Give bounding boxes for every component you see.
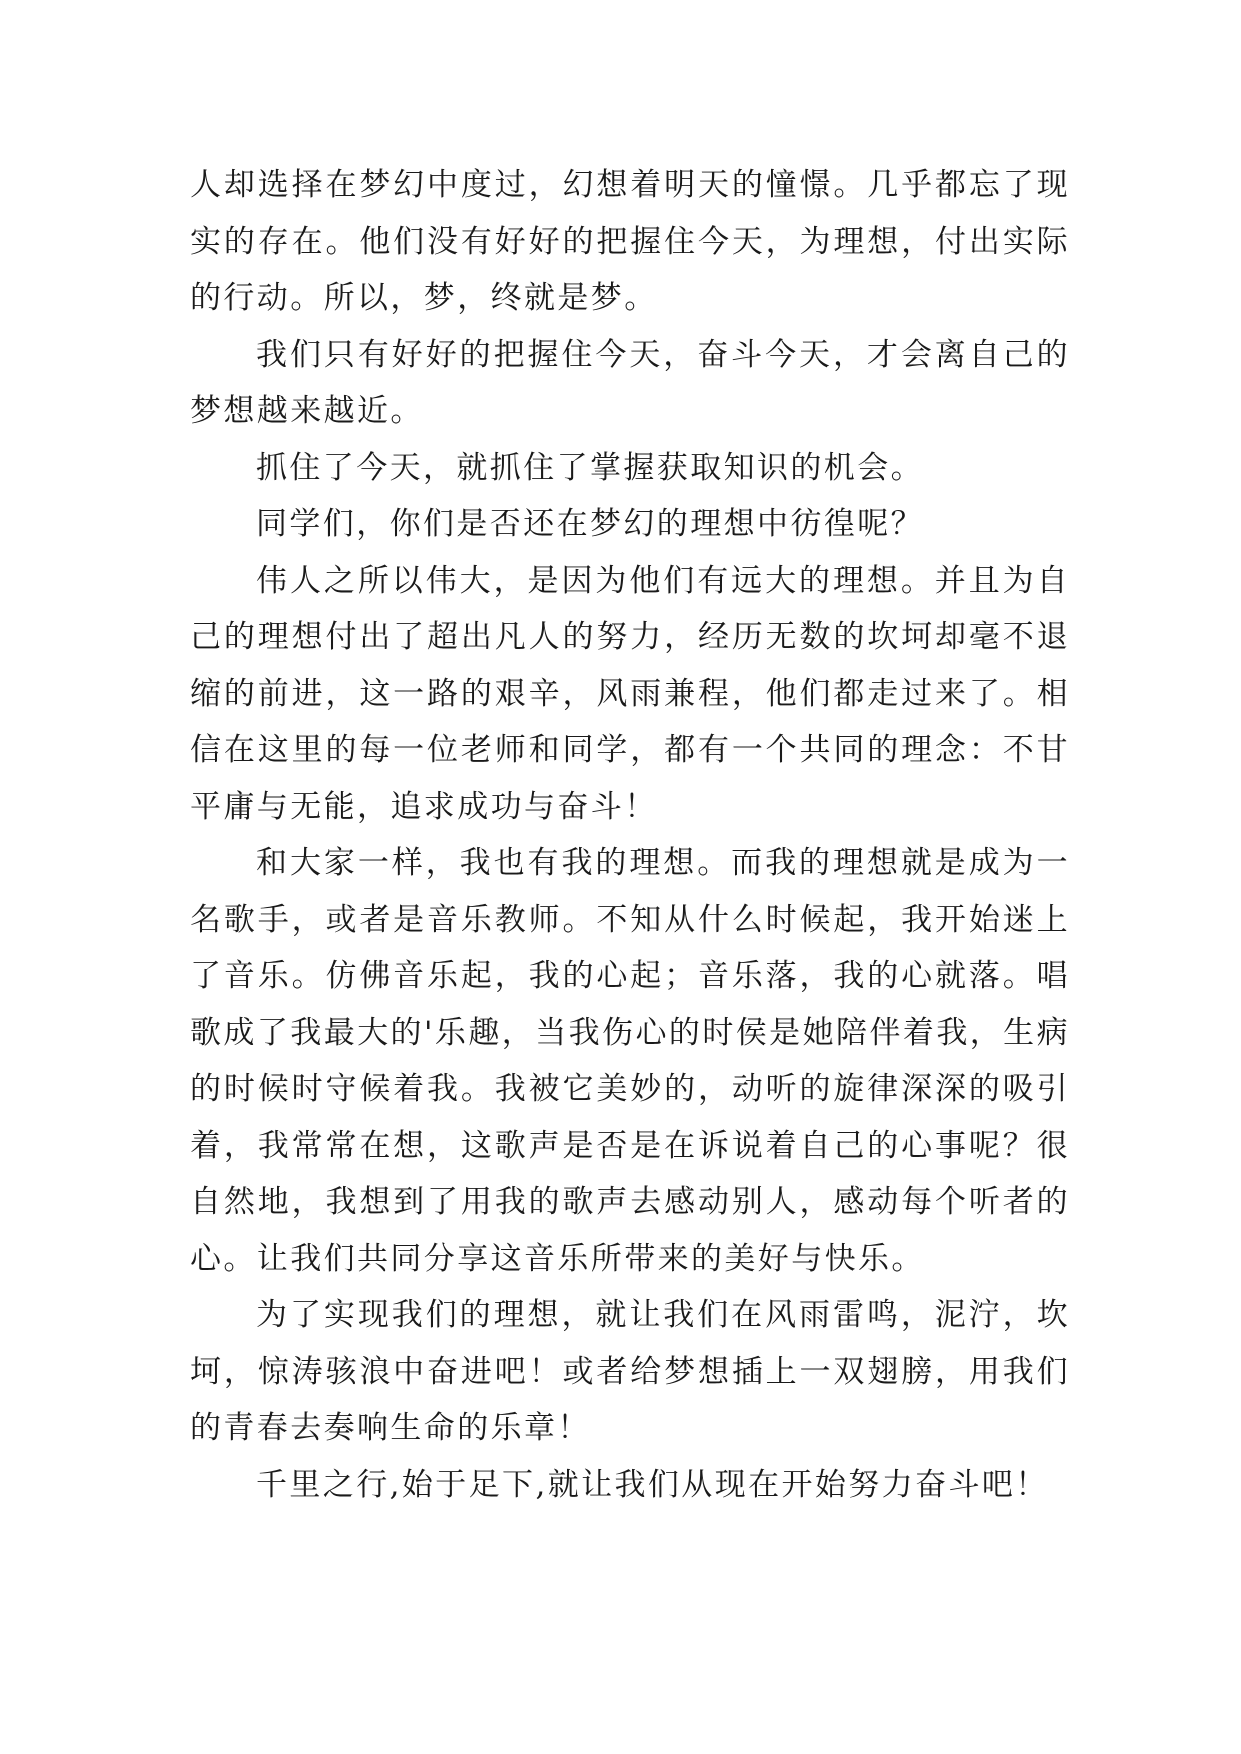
paragraph-continued: 人却选择在梦幻中度过，幻想着明天的憧憬。几乎都忘了现实的存在。他们没有好好的把握住今天，为理想，付出实际的行动。所以，梦，终就是梦。: [190, 167, 1070, 316]
paragraph: 抓住了今天，就抓住了掌握获取知识的机会。: [256, 449, 924, 486]
paragraph: 我们只有好好的把握住今天，奋斗今天，才会离自己的梦想越来越近。: [190, 336, 1070, 429]
document-body: [190, 157, 1070, 1513]
paragraph: 和大家一样，我也有我的理想。而我的理想就是成为一名歌手，或者是音乐教师。不知从什么时候起，我开始迷上了音乐。仿佛音乐起，我的心起；音乐落，我的心就落。唱歌成了我最大的'乐趣，当我伤心的时侯是她陪伴着我，生病的时候时守候着我。我被它美妙的，动听的旋律深深的吸引着，我常常在想，这歌声是否是在诉说着自己的心事呢？很自然地，我想到了用我的歌声去感动别人，感动每个听者的心。让我们共同分享这音乐所带来的美好与快乐。: [190, 845, 1070, 1277]
paragraph: 同学们，你们是否还在梦幻的理想中彷徨呢？: [256, 506, 924, 542]
paragraph: 伟人之所以伟大，是因为他们有远大的理想。并且为自己的理想付出了超出凡人的努力，经历无数的坎坷却毫不退缩的前进，这一路的艰辛，风雨兼程，他们都走过来了。相信在这里的每一位老师和同学，都有一个共同的理念：不甘平庸与无能，追求成功与奋斗！: [190, 562, 1070, 825]
paragraph: 千里之行,始于足下,就让我们从现在开始努力奋斗吧！: [256, 1466, 1049, 1503]
paragraph: 为了实现我们的理想，就让我们在风雨雷鸣，泥泞，坎坷，惊涛骇浪中奋进吧！或者给梦想插上一双翅膀，用我们的青春去奏响生命的乐章！: [190, 1297, 1070, 1446]
